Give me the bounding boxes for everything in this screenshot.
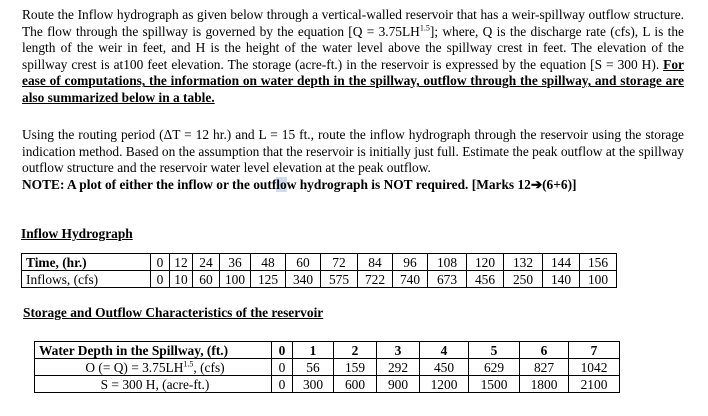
paragraph1-text: Route the Inflow hydrograph as given below through a vertical-walled reservoir that has a weir-spillway outflow structure. The flow through the spillway is governed by the equation [Q = 3.75LH: [22, 7, 684, 39]
storage-row: [35, 376, 620, 393]
inflow-hydrograph-heading: Inflow Hydrograph: [21, 226, 133, 241]
time-cell: 156: [580, 254, 617, 271]
text-selection[interactable]: lo: [276, 176, 287, 192]
problem-statement-paragraph: [22, 7, 684, 107]
storage-cell: 1200: [420, 376, 469, 393]
summary-note: For ease of computations, the information on water depth in the spillway, outflow through the spillway, and storage are also summarized below in a table.: [22, 56, 684, 105]
time-cell: 60: [286, 254, 321, 271]
time-cell: 132: [504, 254, 543, 271]
inflow-cell: 10: [170, 271, 193, 288]
storage-cell: 1500: [469, 376, 520, 393]
depth-row: [35, 342, 620, 359]
note-part-a: NOTE: A plot of either the inflow or the outf: [22, 176, 277, 192]
storage-label: S = 300 H, (acre-ft.): [35, 376, 272, 393]
time-cell: 120: [467, 254, 504, 271]
storage-outflow-table: [34, 341, 620, 393]
outflow-cell: 56: [293, 359, 334, 376]
inflow-cell: 456: [467, 271, 504, 288]
outflow-cell: 827: [520, 359, 569, 376]
storage-cell: 1800: [520, 376, 569, 393]
storage-cell: 600: [334, 376, 377, 393]
storage-cell: 300: [293, 376, 334, 393]
time-cell: 48: [251, 254, 286, 271]
inflow-cell: 575: [321, 271, 358, 288]
time-cell: 144: [543, 254, 580, 271]
depth-cell: 0: [272, 342, 293, 359]
note-part-b: w hydrograph is NOT required. [Marks 12➔(6+6)]: [286, 176, 577, 192]
time-row: [22, 254, 617, 271]
time-cell: 96: [393, 254, 428, 271]
spacer-cell: [134, 254, 151, 271]
inflow-cell: 60: [193, 271, 220, 288]
outflow-cell: 0: [272, 359, 293, 376]
time-cell: 84: [358, 254, 393, 271]
outflow-cell: 629: [469, 359, 520, 376]
inflow-row: [22, 271, 617, 288]
depth-cell: 5: [469, 342, 520, 359]
inflow-cell: 140: [543, 271, 580, 288]
note-text: [22, 177, 577, 192]
exponent: 1.5: [419, 23, 430, 33]
outflow-row: [35, 359, 620, 376]
inflow-cell: 722: [358, 271, 393, 288]
time-cell: 12: [170, 254, 193, 271]
inflow-cell: 0: [151, 271, 170, 288]
outflow-cell: 450: [420, 359, 469, 376]
time-cell: 0: [151, 254, 170, 271]
storage-cell: 0: [272, 376, 293, 393]
inflow-hydrograph-table: [21, 253, 617, 288]
time-cell: 108: [428, 254, 467, 271]
depth-cell: 7: [569, 342, 620, 359]
depth-cell: 1: [293, 342, 334, 359]
inflow-cell: 740: [393, 271, 428, 288]
instructions-paragraph: [22, 127, 684, 193]
inflow-cell: 340: [286, 271, 321, 288]
outflow-cell: 1042: [569, 359, 620, 376]
inflow-cell: 250: [504, 271, 543, 288]
inflow-cell: 100: [580, 271, 617, 288]
inflow-cell: 673: [428, 271, 467, 288]
time-cell: 24: [193, 254, 220, 271]
storage-cell: 2100: [569, 376, 620, 393]
inflow-cell: 125: [251, 271, 286, 288]
time-label: Time, (hr.): [22, 254, 135, 271]
outflow-label: [35, 359, 272, 376]
outflow-cell: 159: [334, 359, 377, 376]
time-cell: 36: [220, 254, 251, 271]
outflow-label-unit: , (cfs): [193, 359, 225, 375]
depth-cell: 2: [334, 342, 377, 359]
exponent: 1.5: [183, 359, 194, 369]
storage-outflow-heading: Storage and Outflow Characteristics of the reservoir: [23, 305, 324, 320]
depth-cell: 4: [420, 342, 469, 359]
paragraph2-text: Using the routing period (ΔT = 12 hr.) and L = 15 ft., route the inflow hydrograph through the reservoir using the storage indication method. Based on the assumption that the reservoir is initially just full. Estimate the peak outflow at the spillway outflow structure and the reservoir water level elevation at the peak outflow.: [22, 127, 684, 176]
depth-label: Water Depth in the Spillway, (ft.): [35, 342, 272, 359]
inflow-label: Inflows, (cfs): [22, 271, 135, 288]
spacer-cell: [134, 271, 151, 288]
storage-cell: 900: [377, 376, 420, 393]
time-cell: 72: [321, 254, 358, 271]
paragraph1-text-b: ]; where, Q is the discharge rate (cfs), L is the length of the weir in feet, and H is the height of the water level above the spillway crest in feet. The elevation of the spillway crest is at100 feet elevation. The storage (acre-ft.) in the reservoir is expressed by the equation [S = 300 H).: [22, 23, 684, 72]
inflow-cell: 100: [220, 271, 251, 288]
depth-cell: 6: [520, 342, 569, 359]
outflow-label-text: O (= Q) = 3.75LH: [85, 359, 184, 375]
depth-cell: 3: [377, 342, 420, 359]
outflow-cell: 292: [377, 359, 420, 376]
